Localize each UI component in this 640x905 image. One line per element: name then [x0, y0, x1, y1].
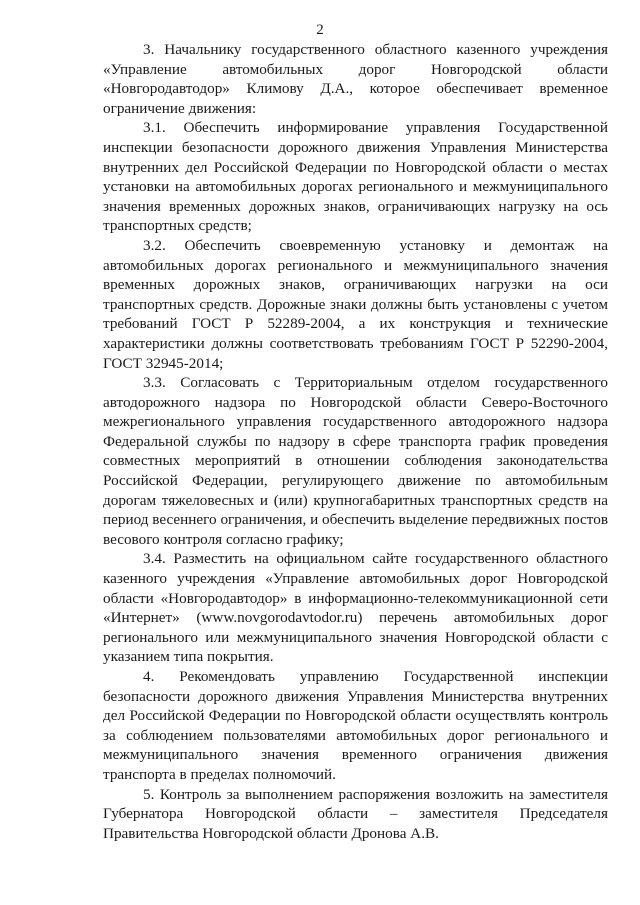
page-number: 2: [316, 22, 324, 38]
paragraph-item-3-1: 3.1. Обеспечить информирование управления Государственной инспекции безопасности дорожного движения Управления Министерства внутренних дел Российской Федерации по Новгородской области о местах установки на автомобильных дорогах регионального и межмуниципального значения временных дорожных знаков, ограничивающих нагрузку на ось транспортных средств;: [103, 119, 608, 235]
document-body: [103, 40, 608, 843]
paragraph-item-3-2: 3.2. Обеспечить своевременную установку и демонтаж на автомобильных дорогах регионального и межмуниципального значения временных дорожных знаков, ограничивающих нагрузки на оси транспортных средств. Дорожные знаки должны быть установлены с учетом требований ГОСТ Р 52289-2004, а их конструкция и технические характеристики должны соответствовать требованиям ГОСТ Р 52290-2004, ГОСТ 32945-2014;: [103, 236, 608, 372]
paragraph-item-4: 4. Рекомендовать управлению Государственной инспекции безопасности дорожного движения Управления Министерства внутренних дел Российской Федерации по Новгородской области осуществлять контроль за соблюдением пользователями автомобильных дорог регионального и межмуниципального значения временного ограничения движения транспорта в пределах полномочий.: [103, 668, 608, 783]
paragraph-item-3-3: 3.3. Согласовать с Территориальным отделом государственного автодорожного надзора по Новгородской области Северо-Восточного межрегионального управления государственного автодорожного надзора Федеральной службы по надзору в сфере транспорта график проведения совместных мероприятий в отношении соблюдения законодательства Российской Федерации, регулирующего движение по автомобильным дорогам тяжеловесных и (или) крупногабаритных транспортных средств на период весеннего ограничения, и обеспечить выделение передвижных постов весового контроля согласно графику;: [103, 374, 608, 548]
paragraph-item-3: 3. Начальнику государственного областного казенного учреждения «Управление автомобильных дорог Новгородской области «Новгородавтодор» Климову Д.А., которое обеспечивает временное ограничение движения:: [103, 41, 608, 117]
paragraph-item-3-4: 3.4. Разместить на официальном сайте государственного областного казенного учреждения «Управление автомобильных дорог Новгородской области «Новгородавтодор» в информационно-телекоммуникационной сети «Интернет» (www.novgorodavtodor.ru) перечень автомобильных дорог регионального или межмуниципального значения Новгородской области с указанием типа покрытия.: [103, 550, 608, 666]
paragraph-item-5: 5. Контроль за выполнением распоряжения возложить на заместителя Губернатора Новгородской области – заместителя Председателя Правительства Новгородской области Дронова А.В.: [103, 785, 608, 842]
